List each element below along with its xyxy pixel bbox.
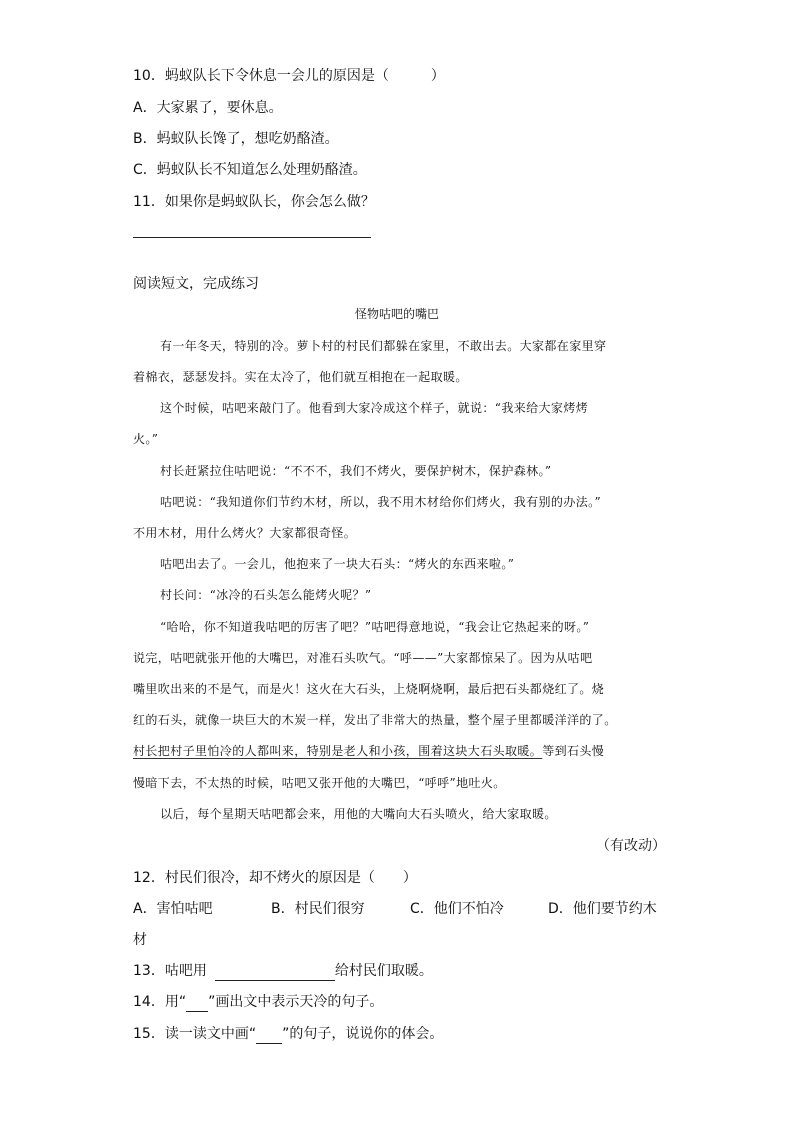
story-p5: 咕吧出去了。一会儿，他抱来了一块大石头：“烤火的东西来啦。” xyxy=(160,557,515,571)
story-p2-line2: 火。” xyxy=(133,432,159,446)
section-heading: 阅读短文，完成练习 xyxy=(133,276,259,292)
story-p2-line1: 这个时候，咕吧来敲门了。他看到大家冷成这个样子，就说：“我来给大家烤烤 xyxy=(160,401,589,415)
story-title: 怪物咕吧的嘴巴 xyxy=(354,307,439,321)
underline-mark xyxy=(186,995,208,1012)
story-p6: 村长问：“冰冷的石头怎么能烤火呢？” xyxy=(160,588,372,602)
question-13-answer-blank[interactable] xyxy=(215,964,335,981)
question-15 xyxy=(133,1024,443,1044)
story-p7-line4: 红的石头，就像一块巨大的木炭一样，发出了非常大的热量，整个屋子里都暖洋洋的了。 xyxy=(133,713,617,727)
story-p7-line2: 说完，咕吧就张开他的大嘴巴，对准石头吹气。“呼——”大家都惊呆了。因为从咕吧 xyxy=(133,651,593,665)
question-12-option-d-wrap: 材 xyxy=(133,932,147,948)
story-p3: 村长赶紧拉住咕吧说：“不不不，我们不烤火，要保护树木，保护森林。” xyxy=(160,464,552,478)
story-p8: 以后，每个星期天咕吧都会来，用他的大嘴向大石头喷火，给大家取暖。 xyxy=(160,807,557,821)
question-10-option-a: A．大家累了，要休息。 xyxy=(133,100,283,116)
question-12-option-b: B．村民们很穷 xyxy=(271,901,365,917)
question-12-option-c: C．他们不怕冷 xyxy=(410,901,504,917)
question-13 xyxy=(133,961,433,981)
story-p7-line5-rest: 等到石头慢 xyxy=(542,744,605,758)
question-11-answer-line xyxy=(133,237,371,238)
question-13-suffix: 给村民们取暖。 xyxy=(334,963,433,979)
question-10: 10．蚂蚁队长下令休息一会儿的原因是（ ） xyxy=(133,68,445,84)
question-14-prefix: 14．用“ xyxy=(133,994,187,1010)
story-p7-line5 xyxy=(133,743,604,759)
question-15-prefix: 15．读一读文中画“ xyxy=(133,1026,257,1042)
question-11: 11．如果你是蚂蚁队长，你会怎么做？ xyxy=(133,194,375,210)
story-p7-line3: 嘴里吹出来的不是气，而是火！这火在大石头，上烧啊烧啊，最后把石头都烧红了。烧 xyxy=(133,682,605,696)
question-10-option-b: B．蚂蚁队长馋了，想吃奶酪渣。 xyxy=(133,131,339,147)
underline-mark xyxy=(256,1027,282,1044)
question-13-prefix: 13．咕吧用 xyxy=(133,963,207,979)
question-15-suffix: ”的句子，说说你的体会。 xyxy=(282,1026,444,1042)
question-12: 12．村民们很冷，却不烤火的原因是（ ） xyxy=(133,870,417,886)
source-note: （有改动） xyxy=(596,838,666,854)
story-p4-line2: 不用木材，用什么烤火？大家都很奇怪。 xyxy=(133,526,357,540)
question-14-suffix: ”画出文中表示天冷的句子。 xyxy=(208,994,384,1010)
story-p7-line1: “哈哈，你不知道我咕吧的厉害了吧？”咕吧得意地说，“我会让它热起来的呀。” xyxy=(160,620,590,634)
question-14 xyxy=(133,992,383,1012)
story-p4-line1: 咕吧说：“我知道你们节约木材，所以，我不用木材给你们烤火，我有别的办法。” xyxy=(160,495,602,509)
story-p7-line6: 慢暗下去，不太热的时候，咕吧又张开他的大嘴巴，“呼呼”地吐火。 xyxy=(133,776,506,790)
question-10-option-c: C．蚂蚁队长不知道怎么处理奶酪渣。 xyxy=(133,162,367,178)
story-p1-line1: 有一年冬天，特别的冷。萝卜村的村民们都躲在家里，不敢出去。大家都在家里穿 xyxy=(160,339,607,353)
question-12-option-a: A．害怕咕吧 xyxy=(133,901,213,917)
question-12-option-d: D．他们要节约木 xyxy=(548,901,657,917)
story-p1-line2: 着棉衣，瑟瑟发抖。实在太冷了，他们就互相抱在一起取暖。 xyxy=(133,370,468,384)
underlined-sentence: 村长把村子里怕冷的人都叫来，特别是老人和小孩，围着这块大石头取暖。 xyxy=(133,744,543,758)
